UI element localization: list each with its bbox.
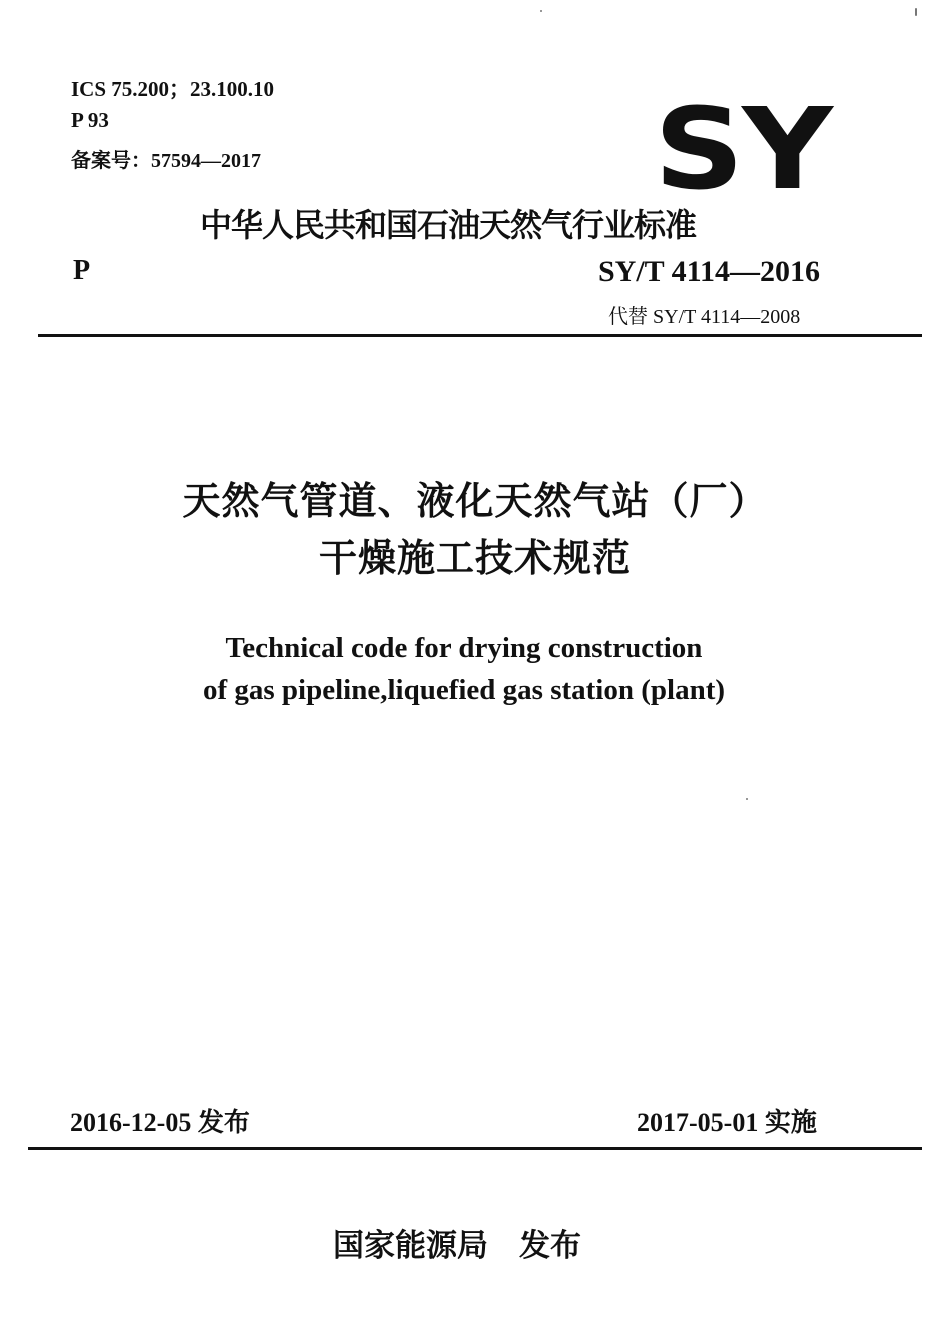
- scan-speck: [540, 10, 542, 12]
- header-divider: [38, 334, 922, 337]
- scan-speck: [746, 798, 748, 800]
- standard-type-title: 中华人民共和国石油天然气行业标准: [200, 206, 697, 244]
- scan-speck: [915, 8, 917, 16]
- sy-logo: SY: [654, 85, 831, 215]
- ccs-code: P 93: [71, 108, 109, 132]
- category-letter: P: [73, 255, 91, 286]
- effective-date: 2017-05-01 实施: [637, 1108, 817, 1137]
- standard-number: SY/T 4114—2016: [598, 255, 820, 288]
- title-zh-line1: 天然气管道、液化天然气站（厂）: [182, 479, 768, 523]
- replaces-standard: 代替 SY/T 4114—2008: [608, 306, 801, 328]
- title-en-line2: of gas pipeline,liquefied gas station (plant): [202, 674, 726, 706]
- footer-divider: [28, 1147, 922, 1150]
- publisher: 国家能源局 发布: [333, 1228, 581, 1264]
- record-number: 备案号：57594—2017: [71, 150, 261, 172]
- issue-date: 2016-12-05 发布: [70, 1108, 250, 1137]
- ics-code: ICS 75.200；23.100.10: [71, 77, 275, 101]
- title-en-line1: Technical code for drying construction: [225, 632, 703, 664]
- title-zh-line2: 干燥施工技术规范: [318, 536, 631, 580]
